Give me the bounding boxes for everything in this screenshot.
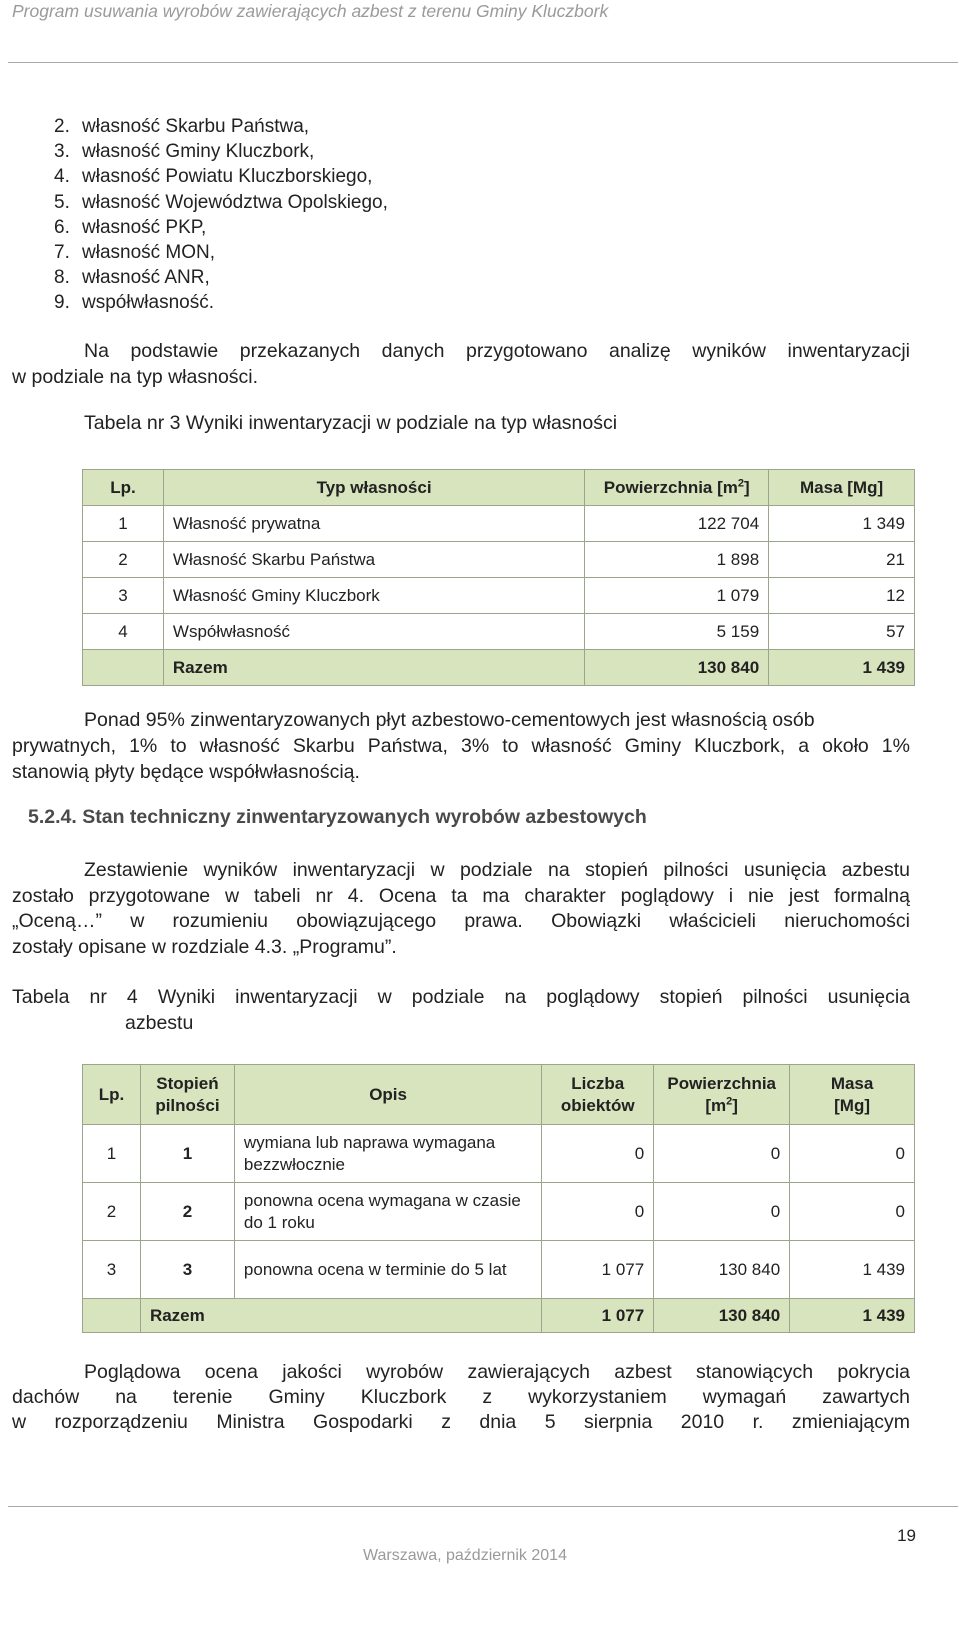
ownership-results-table [82, 469, 915, 686]
col-header-type: Typ własności [163, 470, 584, 506]
summary-line1: Ponad 95% zinwentaryzowanych płyt azbestowo-cementowych jest własnością osób [84, 709, 815, 731]
table-row: 2 Własność Skarbu Państwa 1 898 21 [83, 542, 915, 578]
col-header-mass: Masa [Mg] [769, 470, 915, 506]
header-divider [8, 62, 958, 63]
section-title: Stan techniczny zinwentaryzowanych wyrobów azbestowych [82, 806, 647, 828]
col-header-urgency-level: Stopień pilności [140, 1065, 234, 1125]
table-row: 2 2 ponowna ocena wymagana w czasie do 1 roku 0 0 0 [83, 1183, 915, 1241]
table4-caption-line1: Tabela nr 4 Wyniki inwentaryzacji w podziale na poglądowy stopień pilności usunięcia [12, 986, 910, 1008]
table-row: 3 Własność Gminy Kluczbork 1 079 12 [83, 578, 915, 614]
page-number: 19 [897, 1526, 916, 1545]
list-item: 2. własność Skarbu Państwa, [54, 116, 310, 137]
col-header-lp: Lp. [83, 1065, 141, 1125]
col-header-area: Powierzchnia $[m^2]$ [654, 1065, 790, 1125]
section-number: 5.2.4. [28, 806, 77, 828]
closing-line1: Poglądowa ocena jakości wyrobów zawierających azbest stanowiących pokrycia [84, 1361, 910, 1383]
table-row: 1 Własność prywatna 122 704 1 349 [83, 506, 915, 542]
list-item: 7. własność MON, [54, 242, 216, 264]
list-item: 3. własność Gminy Kluczbork, [54, 141, 315, 163]
list-item: 6. własność PKP, [54, 216, 207, 238]
table-row: 4 Współwłasność 5 159 57 [83, 614, 915, 650]
intro-paragraph-line1: Na podstawie przekazanych danych przygotowano analizę wyników inwentaryzacji [84, 340, 910, 362]
summary-line3: stanowią płyty będące współwłasnością. [12, 761, 360, 783]
table-header-row [83, 1065, 915, 1125]
closing-line3: w rozporządzeniu Ministra Gospodarki z dnia 5 sierpnia 2010 r. zmieniającym [12, 1411, 910, 1433]
list-item: 9. współwłasność. [54, 292, 214, 314]
table-row: 3 3 ponowna ocena w terminie do 5 lat 1 077 130 840 1 439 [83, 1241, 915, 1299]
section-text-line3: „Oceną…” w rozumieniu obowiązującego prawa. Obowiązki właścicieli nieruchomości [12, 910, 910, 932]
ownership-type-list [54, 114, 388, 316]
section-heading [28, 806, 647, 829]
section-text-line2: zostało przygotowane w tabeli nr 4. Ocena ta ma charakter poglądowy i nie jest formalną [12, 885, 910, 907]
list-item: 5. własność Województwa Opolskiego, [54, 191, 388, 213]
list-item: 4. własność Powiatu Kluczborskiego, [54, 166, 373, 188]
table-header-row [83, 470, 915, 506]
footer-divider [8, 1506, 958, 1507]
table-row: 1 1 wymiana lub naprawa wymagana bezzwłocznie 0 0 0 [83, 1125, 915, 1183]
table-total-row: Razem 1 077 130 840 1 439 [83, 1299, 915, 1333]
list-item: 8. własność ANR, [54, 267, 210, 289]
col-header-object-count: Liczba obiektów [542, 1065, 654, 1125]
table4-caption-line2: azbestu [125, 1012, 194, 1034]
intro-paragraph-line2: w podziale na typ własności. [12, 366, 259, 388]
section-text-line4: zostały opisane w rozdziale 4.3. „Programu”. [12, 936, 397, 958]
section-text-line1: Zestawienie wyników inwentaryzacji w podziale na stopień pilności usunięcia azbestu [84, 859, 910, 881]
table3-caption: Tabela nr 3 Wyniki inwentaryzacji w podziale na typ własności [84, 412, 618, 434]
col-header-area: Powierzchnia $[m^2]$ [585, 470, 769, 506]
footer-place-date: Warszawa, październik 2014 [363, 1547, 567, 1564]
urgency-results-table [82, 1064, 915, 1333]
col-header-mass: Masa [Mg] [790, 1065, 915, 1125]
summary-line2: prywatnych, 1% to własność Skarbu Państwa, 3% to własność Gminy Kluczbork, a około 1% [12, 735, 910, 757]
col-header-lp: Lp. [83, 470, 164, 506]
table-total-row: Razem 130 840 1 439 [83, 650, 915, 686]
closing-line2: dachów na terenie Gminy Kluczbork z wykorzystaniem wymagań zawartych [12, 1386, 910, 1408]
col-header-description: Opis [234, 1065, 541, 1125]
document-header-title: Program usuwania wyrobów zawierających azbest z terenu Gminy Kluczbork [12, 1, 609, 21]
